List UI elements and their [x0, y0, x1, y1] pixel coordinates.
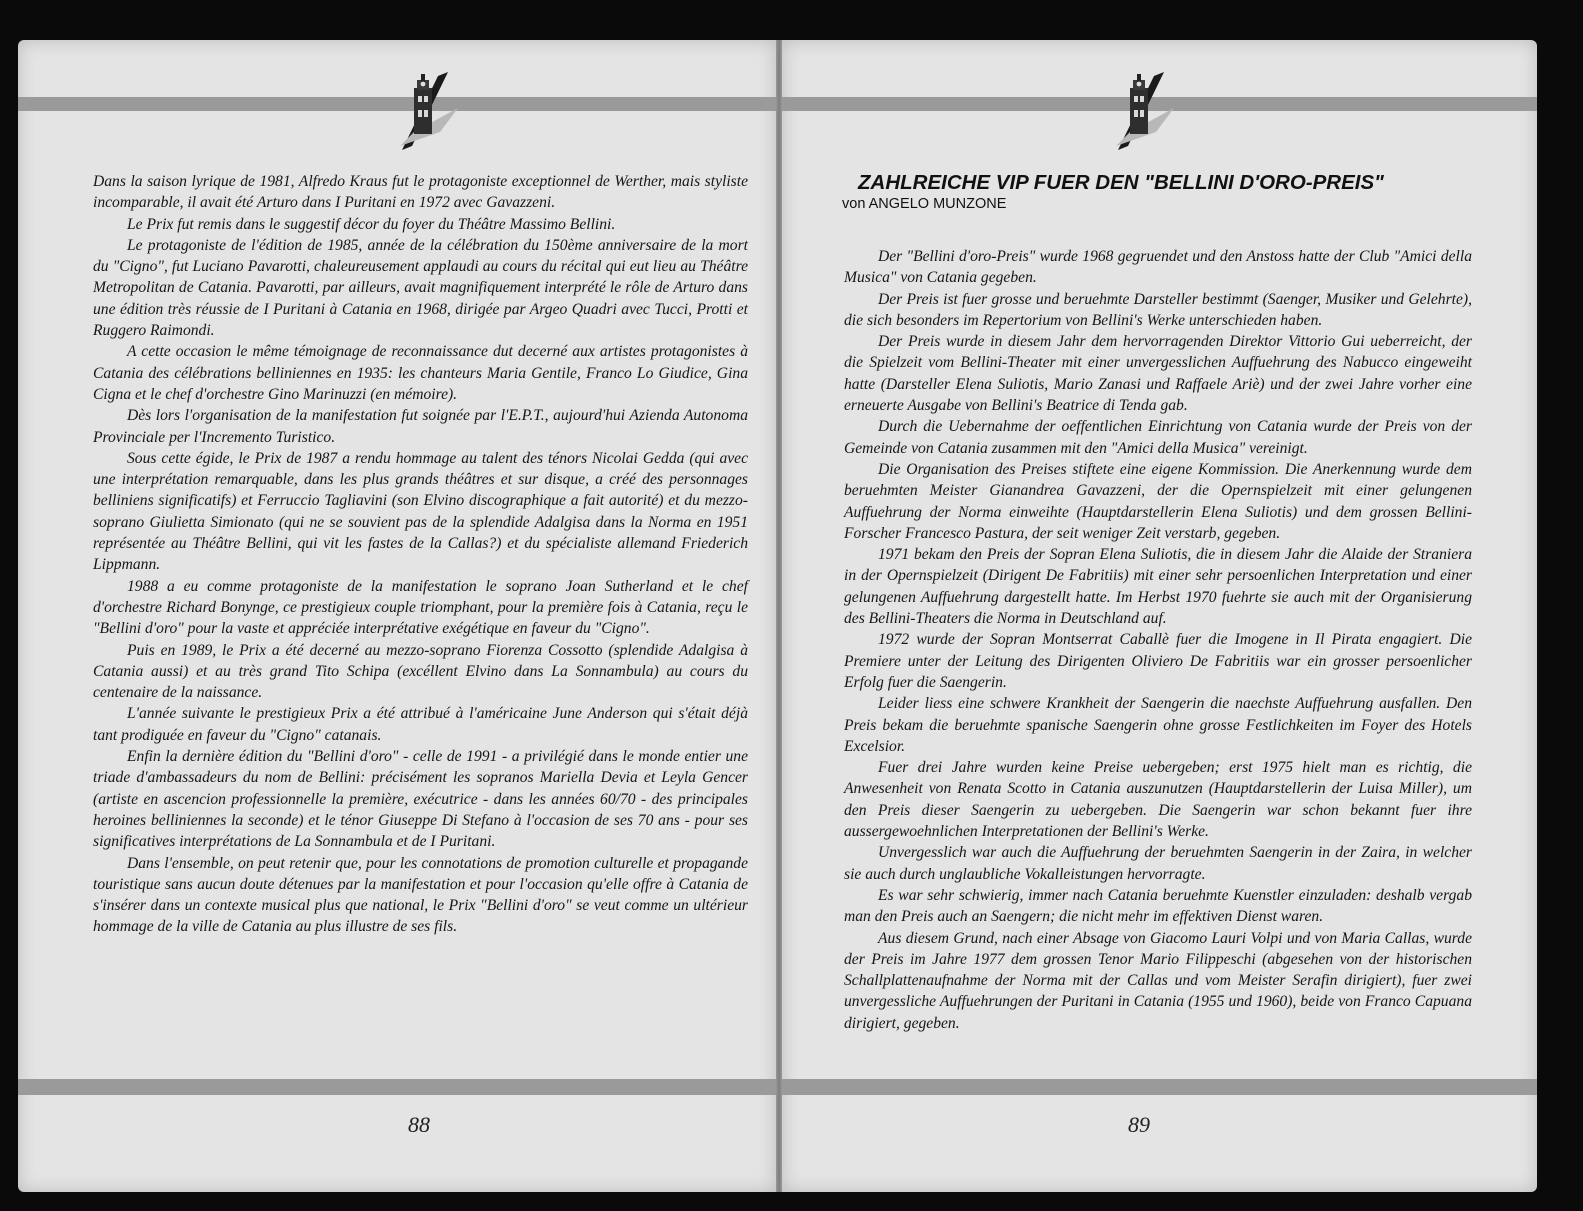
paragraph: Le protagoniste de l'édition de 1985, année de la célébration du 150ème anniversaire de la mort du "Cigno", fut Luciano Pavarotti, chaleureusement applaudi au cours du récital qui eut lieu au Théâtre Metropolitan de Catania. Pavarotti, par ailleurs, avait magnifiquement interprété le rôle de Arturo dans une édition très réussie de I Puritani à Catania en 1968, dirigée par Argeo Quadri avec Tucci, Protti et Ruggero Raimondi. — [93, 236, 748, 340]
paragraph: Enfin la dernière édition du "Bellini d'oro" - celle de 1991 - a privilégié dans le monde entier une triade d'ambassadeurs du nom de Bellini: précisément les sopranos Mariella Devia et Leyla Gencer (artiste en ascencion professionnelle la première, exécutrice - dans les années 60/70 - des principales heroines belliniennes la seconde) et le ténor Giuseppe Di Stefano à l'occasion de ses 70 ans - pour ses significatives interprétations de La Sonnambula et de I Puritani. — [93, 748, 748, 851]
paragraph: 1988 a eu comme protagoniste de la manifestation le soprano Joan Sutherland et le chef d'orchestre Richard Bonynge, ce prestigieux couple triomphant, pour la première fois à Catania, reçu le "Bellini d'oro" pour la vaste et appréciée interprétative exégétique en faveur du "Cigno". — [93, 577, 748, 638]
paragraph: Durch die Uebernahme der oeffentlichen Einrichtung von Catania wurde der Preis von der Gemeinde von Catania zusammen mit den "Amici della Musica" vereinigt. — [844, 418, 1472, 457]
paragraph: Der Preis ist fuer grosse und beruehmte Darsteller bestimmt (Saenger, Musiker und Gelehrte), die sich besonders im Repertorium von Bellini's Werke unterschieden haben. — [844, 290, 1472, 329]
paragraph: Dès lors l'organisation de la manifestation fut soignée par l'E.P.T., aujourd'hui Azienda Autonoma Provinciale per l'Incremento Turistico. — [93, 407, 748, 446]
paragraph: Aus diesem Grund, nach einer Absage von Giacomo Lauri Volpi und von Maria Callas, wurde der Preis im Jahre 1977 dem grossen Tenor Mario Filippeschi (abgesehen von der historischen Schallplattenaufnahme der Norma mit der Callas und vom Meister Serafin dirigiert), fuer zwei unvergessliche Auffuehrungen der Puritani in Catania (1955 und 1960), beide von Franco Capuana dirigiert, gegeben. — [844, 929, 1472, 1032]
paragraph: Der "Bellini d'oro-Preis" wurde 1968 gegruendet und den Anstoss hatte der Club "Amici della Musica" von Catania gegeben. — [844, 248, 1472, 287]
paragraph: Dans la saison lyrique de 1981, Alfredo Kraus fut le protagoniste exceptionnel de Werther, mais styliste incomparable, il avait été Arturo dans I Puritani en 1972 avec Gavazzeni. — [93, 173, 748, 212]
paragraph: 1972 wurde der Sopran Montserrat Caballè fuer die Imogene in Il Pirata engagiert. Die Premiere unter der Leitung des Dirigenten Oliviero De Fabritiis war ein grosser persoenlicher Erfolg fuer die Saengerin. — [844, 631, 1472, 691]
bellini-swan-tower-logo-icon — [388, 72, 466, 150]
paragraph: Es war sehr schwierig, immer nach Catania beruehmte Kuenstler einzuladen: deshalb vergab man den Preis auch an Saengern; die nicht mehr im effektiven Dienst waren. — [844, 886, 1472, 926]
german-article-text — [844, 246, 1472, 1034]
paragraph: 1971 bekam den Preis der Sopran Elena Suliotis, die in diesem Jahr die Alaide der Straniera in der Opernspielzeit (Dirigent De Fabritiis) mit einer sehr persoenlichen Interpretation und einer gelungenen Auffuehrung dargestellt hatte. Im Herbst 1970 fuehrte sie auch mit der Organisierung des Bellini-Theaters die Norma in Deutschland auf. — [844, 546, 1472, 628]
page-number: 88 — [408, 1112, 430, 1137]
paragraph: Leider liess eine schwere Krankheit der Saengerin die naechste Auffuehrung ausfallen. Den Preis bekam die beruehmte spanische Saengerin ohne grosse Festlichkeiten im Foyer des Hotels Excelsior. — [844, 695, 1472, 755]
french-article-text — [93, 171, 748, 938]
paragraph: L'année suivante le prestigieux Prix a été attribué à l'américaine June Anderson qui s'était déjà tant prodiguée en faveur du "Cigno" catanais. — [93, 705, 748, 744]
paragraph: Fuer drei Jahre wurden keine Preise uebergeben; erst 1975 hielt man es richtig, die Anwesenheit von Renata Scotto in Catania auszunutzen (Hauptdarstellerin der Luisa Miller), um den Preis dieser Saengerin zu uebergeben. Die Saengerin war schon bekannt fuer ihre aussergewoehnlichen Interpretationen der Bellini's Werke. — [844, 759, 1472, 841]
paragraph: Puis en 1989, le Prix a été decerné au mezzo-soprano Fiorenza Cossotto (splendide Adalgisa à Catania aussi) et au très grand Tito Schipa (excéllent Elvino dans La Sonnambula) au cours du centenaire de la naissance. — [93, 641, 748, 702]
paragraph: Die Organisation des Preises stiftete eine eigene Kommission. Die Anerkennung wurde dem beruehmten Meister Gianandrea Gavazzeni, der die Opernspielzeit mit einer gelungenen Auffuehrung der Norma einweihte (Hauptdarstellerin Elena Suliotis) und dem grossen Bellini-Forscher Francesco Pastura, der seit weniger Zeit verstarb, gegeben. — [844, 460, 1472, 542]
bottom-decorative-band — [18, 1079, 776, 1095]
page-number: 89 — [1128, 1112, 1150, 1137]
paragraph: Dans l'ensemble, on peut retenir que, pour les connotations de promotion culturelle et propagande touristique sans aucun doute détenues par la manifestation et pour l'occasion qu'elle offre à Catania de s'insérer dans un contexte musical plus que national, le Prix "Bellini d'oro" se veut comme un ultérieur hommage de la ville de Catania au plus illustre de ses fils. — [93, 854, 748, 936]
paragraph: Der Preis wurde in diesem Jahr dem hervorragenden Direktor Vittorio Gui ueberreicht, der die Spielzeit vom Bellini-Theater mit einer unvergesslichen Auffuehrung des Nabucco eingeweiht hatte (Darsteller Elena Suliotis, Mario Zanasi und Raffaele Ariè) und der zwei Jahre vorher eine erneuerte Ausgabe von Bellini's Beatrice di Tenda gab. — [844, 333, 1472, 415]
bottom-decorative-band — [782, 1079, 1537, 1095]
paragraph: Sous cette égide, le Prix de 1987 a rendu hommage au talent des ténors Nicolai Gedda (qui avec une interprétation remarquable, dans les plus grands théâtres et sur disque, a créé des personnages belliniens significatifs) et Ferruccio Tagliavini (son Elvino discographique a fait autorité) et du mezzo-soprano Giulietta Simionato (qui ne se souvient pas de la splendide Adalgisa dans la Norma en 1951 représentée au Théâtre Bellini, qui vit les fastes de la Callas?) et du spécialiste allemand Friederich Lippmann. — [93, 449, 748, 574]
right-page — [782, 40, 1537, 1192]
bellini-swan-tower-logo-icon — [1104, 72, 1182, 150]
paragraph: Unvergesslich war auch die Auffuehrung der beruehmten Saengerin in der Zaira, in welcher sie auch durch unglaubliche Vokalleistungen hervorragte. — [844, 844, 1472, 883]
left-page — [18, 40, 776, 1192]
paragraph: Le Prix fut remis dans le suggestif décor du foyer du Théâtre Massimo Bellini. — [127, 215, 616, 233]
article-title: ZAHLREICHE VIP FUER DEN "BELLINI D'ORO-PREIS" — [858, 171, 1384, 194]
article-byline: von ANGELO MUNZONE — [842, 196, 1007, 212]
paragraph: A cette occasion le même témoignage de reconnaissance dut decerné aux artistes protagonistes à Catania des célébrations belliniennes en 1935: les chanteurs Maria Gentile, Franco Lo Giudice, Gina Cigna et le chef d'orchestre Gino Marinuzzi (en mémoire). — [93, 343, 748, 403]
